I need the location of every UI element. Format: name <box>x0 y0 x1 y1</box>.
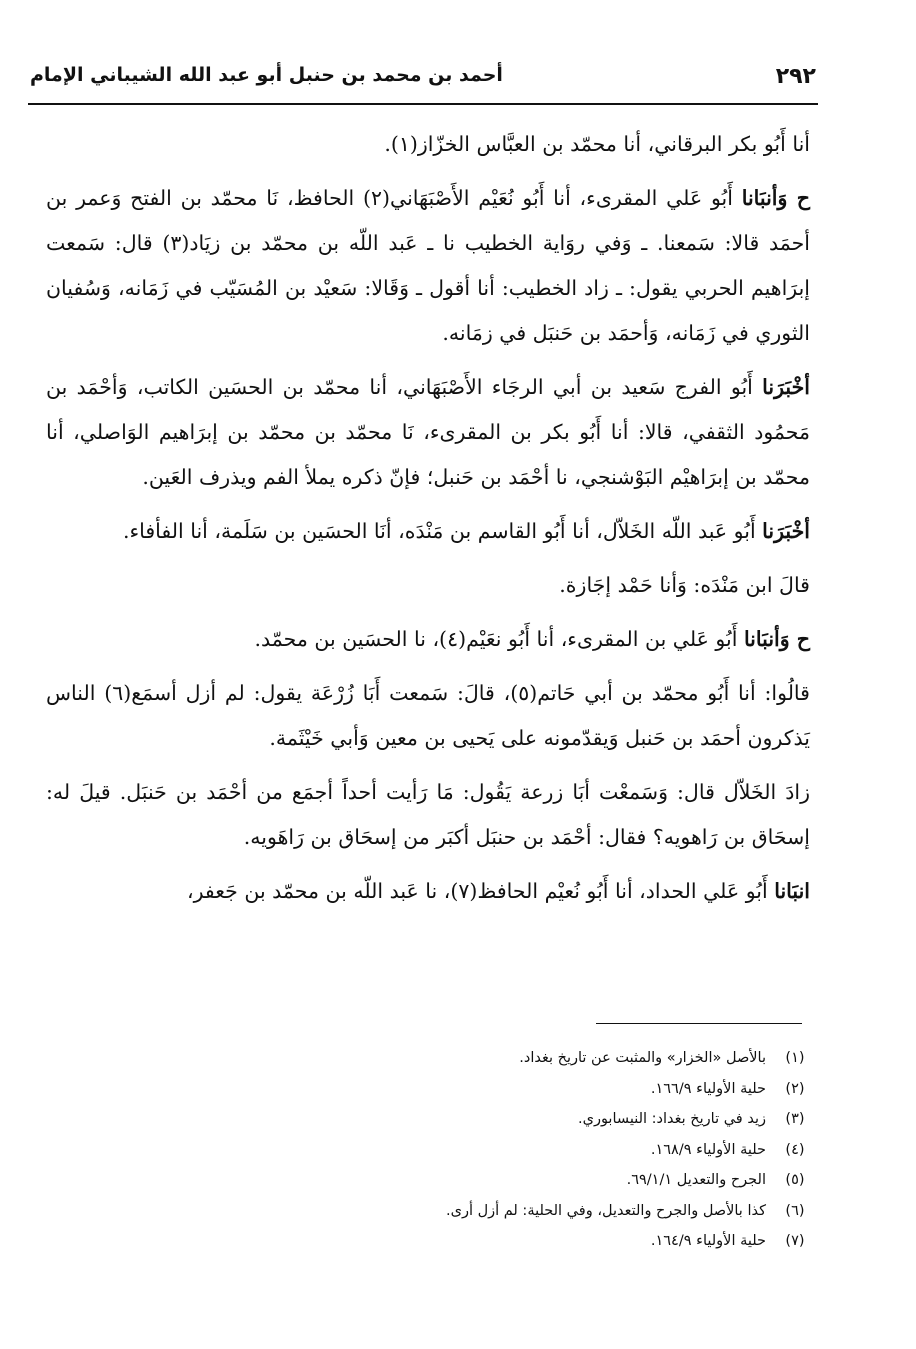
paragraph-text: أَبُو عَلي الحداد، أنا أَبُو نُعيْم الحافظ(٧)، نا عَبد اللّه بن محمّد بن جَعفر، <box>186 879 775 903</box>
footnote-text: حلية الأولياء ١٦٨/٩. <box>650 1141 766 1158</box>
paragraph <box>46 869 810 914</box>
running-title: أحمد بن محمد بن حنبل أبو عبد الله الشيباني الإمام <box>30 64 503 86</box>
footnote <box>300 1043 816 1074</box>
footnote <box>300 1165 816 1196</box>
header-rule <box>28 103 818 105</box>
footnote <box>300 1135 816 1166</box>
footnote-number: (٢) <box>785 1080 805 1097</box>
paragraph-text: قالُوا: أنا أَبُو محمّد بن أبي حَاتم(٥)، قالَ: سَمعت أَبَا زُرْعَة يقول: لم أزل أسمَع(٦) الناس يَذكرون أحمَد بن حَنبل وَيقدّمونه على يَحيى بن معين وَأبي خَيْثَمة. <box>46 681 810 750</box>
paragraph <box>46 176 810 356</box>
footnote-text: حلية الأولياء ١٦٤/٩. <box>650 1233 766 1249</box>
footnote-text: كذا بالأصل والجرح والتعديل، وفي الحلية: لم أزل أرى. <box>445 1202 766 1219</box>
footnote <box>300 1104 816 1135</box>
paragraph-text: قالَ ابن مَنْدَه: وَأنا حَمْد إجَازة. <box>559 573 810 597</box>
paragraph-text: أنا أَبُو بكر البرقاني، أنا محمّد بن العبَّاس الخزّاز(١). <box>384 132 810 156</box>
paragraph <box>46 365 810 500</box>
paragraph-text: أَبُو عَلي بن المقرىء، أنا أَبُو نعَيْم(٤)، نا الحسَين بن محمّد. <box>254 627 744 651</box>
paragraph <box>46 617 810 662</box>
footnotes <box>300 1043 816 1257</box>
footnote-text: الجرح والتعديل ٦٩/١/١. <box>626 1172 766 1188</box>
footnote-number: (٧) <box>785 1233 805 1249</box>
footnote-text: بالأصل «الخزار» والمثبت عن تاريخ بغداد. <box>519 1050 766 1066</box>
paragraph-marker: ح وَأنبَانا <box>743 627 810 651</box>
paragraph-marker: ح وَأنبَانا <box>741 186 810 210</box>
footnote-separator <box>596 1023 802 1024</box>
paragraph-marker: أخْبَرَنا <box>762 375 810 399</box>
paragraph <box>46 563 810 608</box>
paragraph-text: أَبُو عَلي المقرىء، أنا أَبُو نُعَيْم الأَصْبَهَاني(٢) الحافظ، نَا محمّد بن الفتح وَعمر بن أحمَد قالا: سَمعنا. ـ وَفي روَاية الخطيب نا ـ عَبد اللّه بن محمّد بن زيَاد(٣) قال: سَمعت إبرَاهيم الحربي يقول: ـ زاد الخطيب: أنا أقول ـ وَقَالا: سَعيْد بن المُسَيّب في زَمَانه، وَسُفيان الثوري في زَمَانه، وَأحمَد بن حَنبَل في زمَانه. <box>46 186 810 345</box>
page-number: ٢٩٢ <box>775 64 816 89</box>
paragraph-marker: أخْبَرَنا <box>762 519 810 543</box>
footnote <box>300 1196 816 1227</box>
footnote-text: زيد في تاريخ بغداد: النيسابوري. <box>577 1111 766 1127</box>
paragraph <box>46 509 810 554</box>
paragraph-text: أَبُو الفرج سَعيد بن أبي الرجَاء الأَصْبَهَاني، أنا محمّد بن الحسَين الكاتب، وَأحْمَد بن مَحمُود الثقفي، قالا: أنا أَبُو بكر بن المقرىء، نَا محمّد بن محمّد بن إبرَاهيم الوَاصلي، أنا محمّد بن إبرَاهيْم البَوْشنجي، نا أحْمَد بن حَنبل؛ فإنّ ذكره يملأ الفم ويذرف العَين. <box>46 375 810 489</box>
footnote-number: (٣) <box>785 1111 805 1127</box>
footnote-text: حلية الأولياء ١٦٦/٩. <box>650 1080 766 1097</box>
footnote-number: (٥) <box>785 1172 805 1188</box>
page-header <box>30 62 816 98</box>
main-text <box>46 122 810 923</box>
paragraph-marker: انبَانا <box>774 879 810 903</box>
paragraph-text: زادَ الخَلاّل قال: وَسَمعْت أبَا زرعة يَقُول: مَا رَأيت أحداً أجمَع من أحْمَد بن حَنبَل. قيلَ له: إسحَاق بن رَاهويه؟ فقال: أحْمَد بن حنبَل أكبَر من إسحَاق بن رَاهَويه. <box>46 780 810 849</box>
paragraph <box>46 671 810 761</box>
footnote-number: (٤) <box>785 1141 805 1158</box>
footnote-number: (٦) <box>785 1202 805 1219</box>
paragraph-text: أَبُو عَبد اللّه الخَلاّل، أنا أَبُو القاسم بن مَنْدَه، أنَا الحسَين بن سَلَمة، أنا الفأفاء. <box>122 519 763 543</box>
paragraph <box>46 122 810 167</box>
paragraph <box>46 770 810 860</box>
footnote <box>300 1226 816 1257</box>
footnote <box>300 1074 816 1105</box>
footnote-number: (١) <box>785 1050 805 1066</box>
